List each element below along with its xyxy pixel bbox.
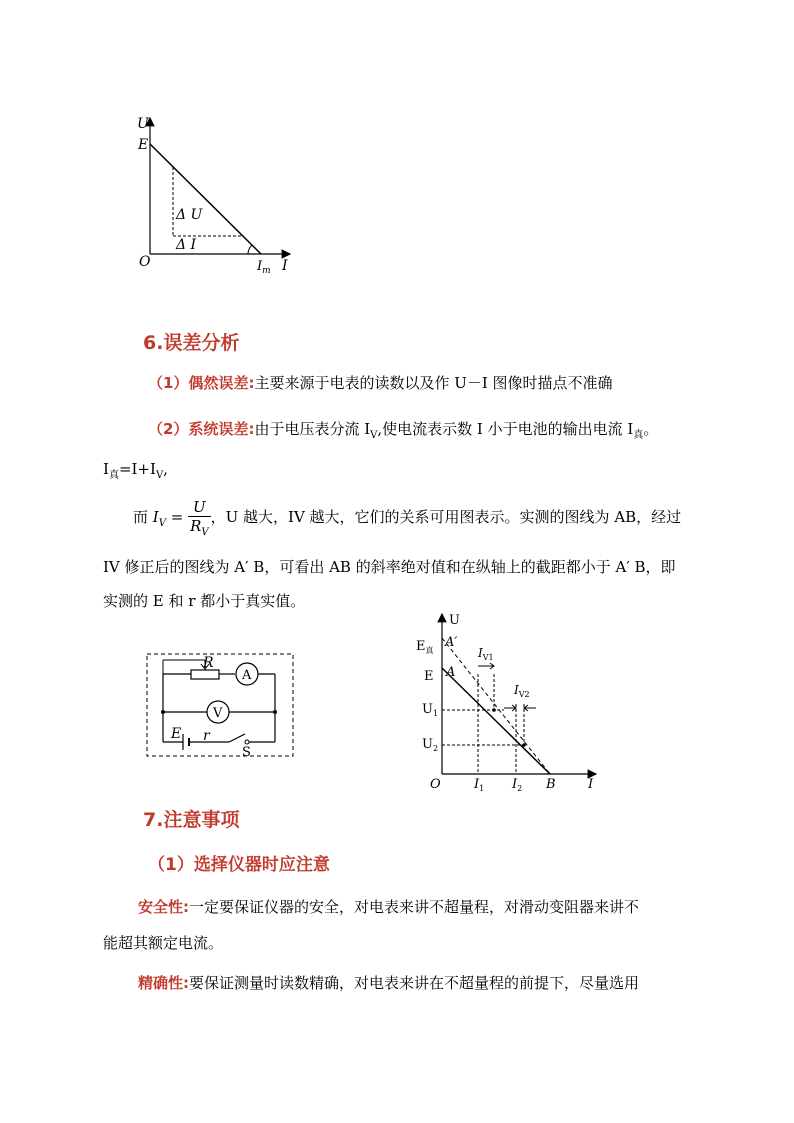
i-axis-label: I [282,258,288,274]
paragraph-system-error: （2）系统误差:由于电压表分流 $I_V$,使电流表示数 I 小于电池的输出电流 $I_真$。 [148,420,659,441]
corrected-line-a-prime-b [442,638,550,774]
switch-blade [229,734,245,742]
section-6-title: 6.误差分析 [143,332,240,354]
e-label: E [424,669,434,684]
iv2-label: $I_{V2}$ [514,683,530,699]
iv1-label: $I_{V1}$ [478,646,494,662]
rheostat-label: R [203,655,214,671]
measured-line-ab [442,668,550,774]
internal-r-label: r [203,728,210,744]
random-error-text: 主要来源于电表的读数以及作 U－I 图像时描点不准确 [254,374,613,392]
paragraph-conclusion: 实测的 E 和 r 都小于真实值。 [103,592,306,610]
error-analysis-graph [412,610,602,795]
i1-label: $I_1$ [474,777,485,793]
circuit-diagram [143,650,298,760]
safety-label: 安全性: [138,898,189,916]
ammeter-label: A [242,668,252,683]
fraction-u-over-rv: $\frac{U}{R_V}$ [190,498,209,538]
emf-label: E [171,726,182,742]
equation-i-true: $I_真=I+I_V$, [103,460,168,481]
paragraph-safety-cont: 能超其额定电流。 [103,934,224,952]
a-label: A [446,665,456,680]
e-label: E [138,137,149,153]
subsection-instrument-selection: （1）选择仪器时应注意 [148,855,330,875]
origin-label: O [430,777,441,792]
u-axis-label: U [449,613,460,628]
ui-line [150,144,261,254]
b-label: B [546,777,556,792]
origin-label: O [139,254,151,270]
u2-label: $U_2$ [422,737,439,753]
paragraph-precision: 精确性:要保证测量时读数精确，对电表来讲在不超量程的前提下，尽量选用 [138,974,640,992]
paragraph-relation: 而 $I_V$ = $\frac{U}{R_V}$ ，U 越大，IV 越大，它们的关系可用图表示。实测的图线为 AB，经过 [133,498,682,538]
switch-label: S [242,745,251,760]
u1-label: $U_1$ [422,702,439,718]
i-axis-label: I [588,777,594,792]
delta-u-label: Δ U [176,207,203,223]
paragraph-corrected-line: IV 修正后的图线为 A′ B，可看出 AB 的斜率绝对值和在纵轴上的截距都小于 A′ B，即 [103,558,676,576]
section-7-title: 7.注意事项 [143,809,240,831]
iv-symbol: $I_V$ [152,508,166,529]
paragraph-random-error [148,372,613,394]
angle-arc [248,245,252,254]
precision-label: 精确性: [138,974,189,992]
voltmeter-label: V [213,706,223,721]
rheostat [191,670,219,679]
random-error-label: （1）偶然误差: [148,374,255,392]
system-error-label: （2）系统误差: [148,420,255,438]
i2-label: $I_2$ [512,777,523,793]
e-true-label: $E_真$ [416,639,434,655]
delta-i-label: Δ I [176,237,197,253]
ui-graph-figure [130,112,300,282]
im-label: $I_m$ [257,259,271,276]
u-axis-label: U [137,116,149,132]
a-prime-label: A′ [445,635,458,650]
paragraph-safety: 安全性:一定要保证仪器的安全，对电表来讲不超量程，对滑动变阻器来讲不 [138,898,640,916]
